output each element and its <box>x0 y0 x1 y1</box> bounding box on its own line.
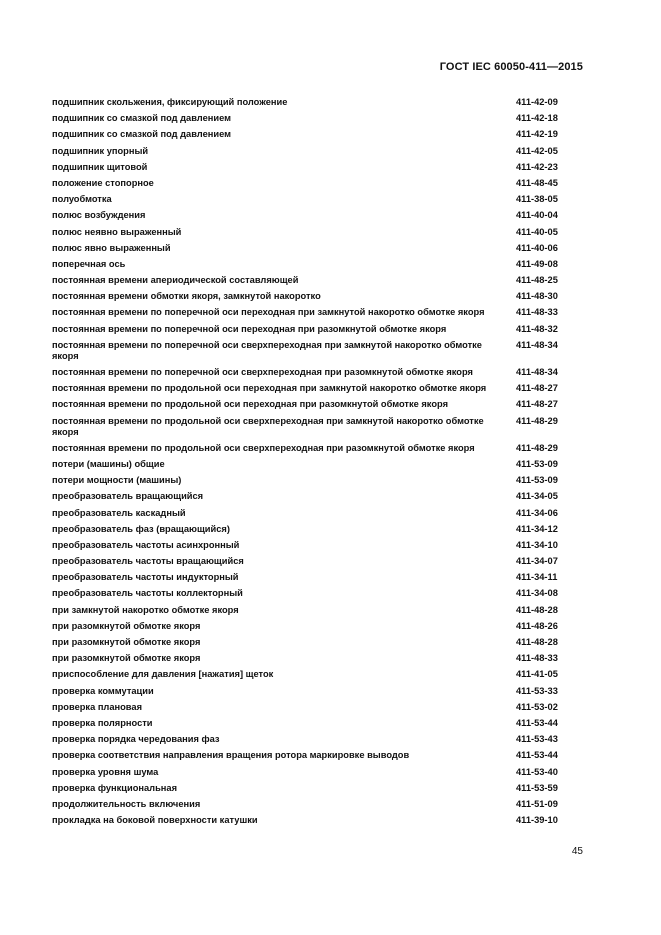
index-entry <box>52 718 574 729</box>
index-code: 411-53-02 <box>516 701 558 712</box>
index-code: 411-34-12 <box>516 523 558 534</box>
index-term: постоянная времени по продольной оси переходная при разомкнутой обмотке якоря <box>52 399 448 410</box>
index-term: при разомкнутой обмотке якоря <box>52 637 201 647</box>
index-code: 411-42-09 <box>516 97 558 107</box>
index-entry <box>52 307 574 318</box>
index-term: постоянная времени обмотки якоря, замкнутой накоротко <box>52 291 321 302</box>
index-term: постоянная времени по поперечной оси переходная при замкнутой накоротко обмотке якоря <box>52 307 485 318</box>
index-code: 411-48-32 <box>516 323 558 334</box>
index-entry <box>52 178 574 189</box>
index-entry <box>52 113 574 124</box>
index-term: проверка полярности <box>52 717 153 728</box>
index-entry <box>52 259 574 270</box>
index-term: прокладка на боковой поверхности катушки <box>52 815 258 826</box>
index-entry <box>52 340 574 362</box>
index-code: 411-53-09 <box>516 475 558 486</box>
index-term: постоянная времени по продольной оси сверхпереходная при разомкнутой обмотке якоря <box>52 442 475 453</box>
index-entry <box>52 443 574 454</box>
index-code: 411-53-33 <box>516 685 558 696</box>
index-entry <box>52 275 574 286</box>
index-term: преобразователь частоты коллекторный <box>52 588 243 599</box>
index-term: преобразователь частоты индукторный <box>52 572 239 583</box>
index-code: 411-41-05 <box>516 669 558 680</box>
index-term: проверка функциональная <box>52 782 177 793</box>
index-code: 411-40-05 <box>516 226 558 237</box>
index-term: проверка коммутации <box>52 685 154 696</box>
index-term: полюс неявно выраженный <box>52 226 182 237</box>
index-entry <box>52 416 574 438</box>
index-code: 411-48-29 <box>516 442 558 453</box>
index-code: 411-40-06 <box>516 242 558 253</box>
index-entry <box>52 815 574 826</box>
index-entry <box>52 146 574 157</box>
index-entry <box>52 686 574 697</box>
index-entry <box>52 621 574 632</box>
index-term: преобразователь фаз (вращающийся) <box>52 523 230 534</box>
index-term: при разомкнутой обмотке якоря <box>52 653 201 664</box>
index-code: 411-48-30 <box>516 291 558 302</box>
index-code: 411-48-27 <box>516 399 558 410</box>
index-term: постоянная времени по поперечной оси переходная при разомкнутой обмотке якоря <box>52 323 447 334</box>
index-entry <box>52 669 574 680</box>
index-code: 411-42-18 <box>516 113 558 124</box>
index-term: преобразователь каскадный <box>52 507 186 518</box>
index-code: 411-48-34 <box>516 367 558 377</box>
index-entry <box>52 702 574 713</box>
index-term: при разомкнутой обмотке якоря <box>52 620 201 631</box>
index-code: 411-48-33 <box>516 653 558 664</box>
index-entry <box>52 524 574 535</box>
index-code: 411-48-34 <box>516 339 558 350</box>
index-term: при замкнутой накоротко обмотке якоря <box>52 604 239 615</box>
index-term: потери мощности (машины) <box>52 475 182 486</box>
index-code: 411-48-33 <box>516 307 558 318</box>
index-term: поперечная ось <box>52 258 126 269</box>
index-code: 411-48-28 <box>516 604 558 615</box>
index-entry <box>52 491 574 502</box>
index-entry <box>52 129 574 140</box>
index-entry <box>52 588 574 599</box>
index-term: постоянная времени апериодической составляющей <box>52 275 299 286</box>
index-term: полюс явно выраженный <box>52 242 171 253</box>
index-entry <box>52 459 574 470</box>
index-entry <box>52 162 574 173</box>
index-term: постоянная времени по продольной оси переходная при замкнутой накоротко обмотке якоря <box>52 383 487 394</box>
index-code: 411-38-05 <box>516 194 558 205</box>
index-term: преобразователь частоты асинхронный <box>52 539 240 550</box>
index-code: 411-48-45 <box>516 177 558 188</box>
index-code: 411-40-04 <box>516 210 558 221</box>
index-code: 411-48-29 <box>516 415 558 426</box>
index-entry <box>52 734 574 745</box>
page-number: 45 <box>571 846 583 857</box>
index-code: 411-34-08 <box>516 588 558 599</box>
index-term: постоянная времени по поперечной оси сверхпереходная при разомкнутой обмотке якоря <box>52 367 473 377</box>
index-code: 411-53-59 <box>516 782 558 793</box>
index-code: 411-34-06 <box>516 507 558 518</box>
index-code: 411-34-05 <box>516 491 558 502</box>
index-entry <box>52 291 574 302</box>
index-code: 411-48-26 <box>516 620 558 631</box>
index-entry <box>52 605 574 616</box>
index-term: полюс возбуждения <box>52 210 146 221</box>
index-term: подшипник со смазкой под давлением <box>52 129 232 140</box>
index-term: потери (машины) общие <box>52 458 165 469</box>
index-code: 411-39-10 <box>516 815 558 826</box>
index-term: подшипник упорный <box>52 145 149 156</box>
index-term: подшипник щитовой <box>52 161 148 172</box>
index-term: подшипник скольжения, фиксирующий положение <box>52 97 288 107</box>
index-entry <box>52 475 574 486</box>
index-entry <box>52 556 574 567</box>
index-term: проверка плановая <box>52 701 142 712</box>
index-term: проверка порядка чередования фаз <box>52 734 220 745</box>
index-entries-list <box>52 97 574 831</box>
index-term: постоянная времени по поперечной оси сверхпереходная при замкнутой накоротко обмотке якоря <box>52 339 482 361</box>
index-entry <box>52 243 574 254</box>
index-term: проверка соответствия направления вращения ротора маркировке выводов <box>52 750 410 761</box>
index-term: постоянная времени по продольной оси сверхпереходная при замкнутой накоротко обмотке якоря <box>52 415 484 437</box>
standard-header: ГОСТ IEC 60050-411—2015 <box>439 61 583 73</box>
index-code: 411-51-09 <box>516 798 558 809</box>
index-code: 411-48-25 <box>516 275 558 286</box>
index-entry <box>52 383 574 394</box>
index-term: подшипник со смазкой под давлением <box>52 113 232 124</box>
index-entry <box>52 799 574 810</box>
index-code: 411-42-19 <box>516 129 558 140</box>
index-term: проверка уровня шума <box>52 766 159 777</box>
index-entry <box>52 194 574 205</box>
index-term: полуобмотка <box>52 194 112 205</box>
index-entry <box>52 637 574 648</box>
index-entry <box>52 227 574 238</box>
index-code: 411-53-44 <box>516 717 558 728</box>
index-code: 411-34-11 <box>516 572 558 583</box>
index-code: 411-53-44 <box>516 750 558 761</box>
index-entry <box>52 540 574 551</box>
index-term: преобразователь частоты вращающийся <box>52 556 244 567</box>
index-entry <box>52 750 574 761</box>
index-code: 411-49-08 <box>516 258 558 269</box>
index-entry <box>52 97 574 108</box>
index-code: 411-34-07 <box>516 556 558 567</box>
index-term: преобразователь вращающийся <box>52 491 204 502</box>
index-entry <box>52 783 574 794</box>
index-code: 411-42-23 <box>516 161 558 172</box>
index-code: 411-48-27 <box>516 383 558 394</box>
index-entry <box>52 767 574 778</box>
index-code: 411-53-43 <box>516 734 558 745</box>
index-term: продолжительность включения <box>52 798 201 809</box>
index-code: 411-53-09 <box>516 458 558 469</box>
index-term: приспособление для давления [нажатия] щеток <box>52 669 274 680</box>
index-entry <box>52 367 574 378</box>
index-code: 411-53-40 <box>516 766 558 777</box>
index-entry <box>52 653 574 664</box>
index-entry <box>52 572 574 583</box>
index-code: 411-42-05 <box>516 145 558 156</box>
index-code: 411-48-28 <box>516 637 558 647</box>
index-entry <box>52 508 574 519</box>
index-entry <box>52 210 574 221</box>
index-entry <box>52 399 574 410</box>
index-entry <box>52 324 574 335</box>
index-code: 411-34-10 <box>516 539 558 550</box>
index-term: положение стопорное <box>52 177 154 188</box>
